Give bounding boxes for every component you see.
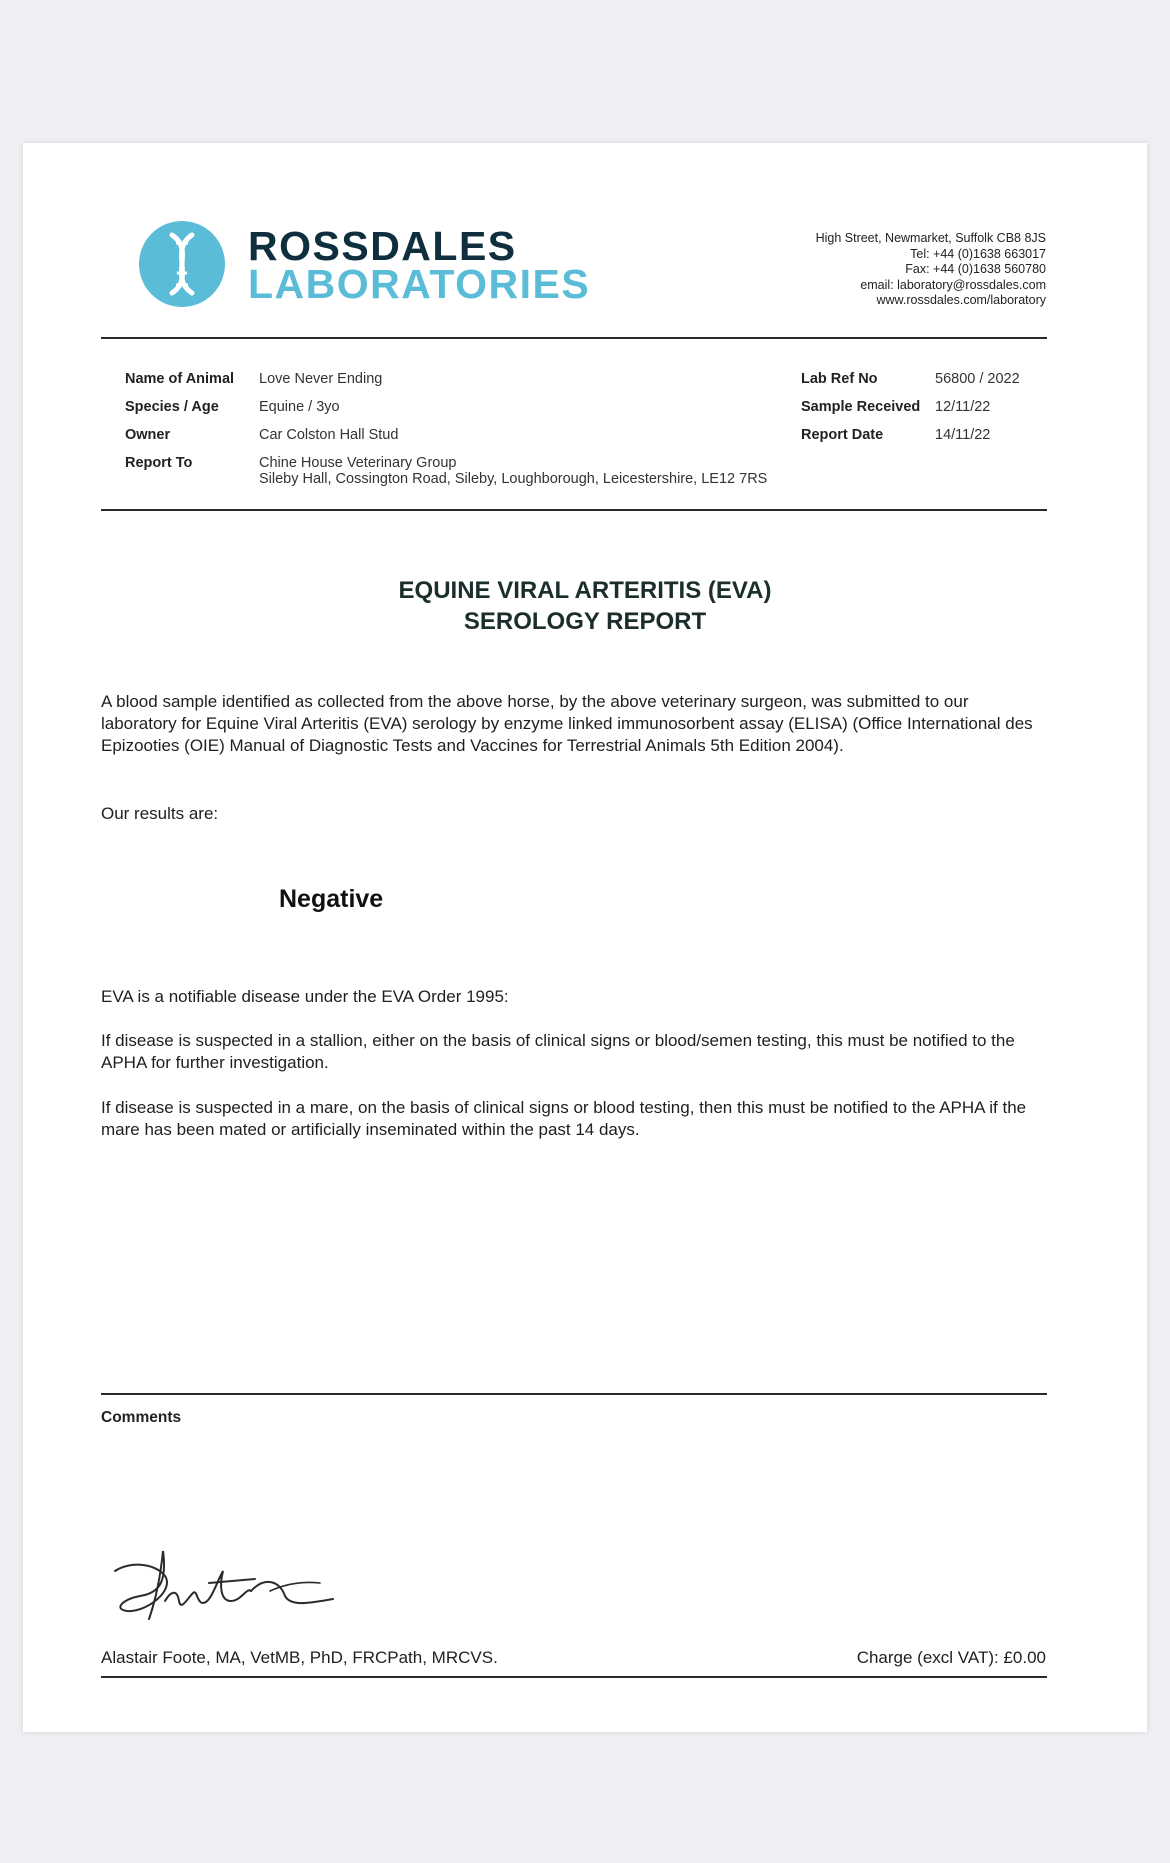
address-tel: Tel: +44 (0)1638 663017 — [910, 246, 1046, 261]
report-to-line1: Chine House Veterinary Group — [259, 455, 457, 471]
lab-values — [935, 365, 1020, 449]
report-to-label: Report To — [125, 455, 193, 471]
report-date: 14/11/22 — [935, 427, 991, 443]
lab-ref-number: 56800 / 2022 — [935, 371, 1020, 387]
species-age: Equine / 3yo — [259, 399, 340, 415]
comments-divider — [101, 1393, 1047, 1395]
animal-values — [259, 365, 767, 487]
report-to-line2: Sileby Hall, Cossington Road, Sileby, Loughborough, Leicestershire, LE12 7RS — [259, 471, 768, 487]
sample-received-label: Sample Received — [801, 399, 921, 415]
lab-address — [816, 231, 1046, 309]
owner-label: Owner — [125, 427, 171, 443]
report-title-line2: SEROLOGY REPORT — [463, 608, 707, 635]
stallion-note: If disease is suspected in a stallion, either on the basis of clinical signs or blood/semen testing, this must be notified to the APHA for further investigation. — [101, 1031, 1015, 1072]
info-divider — [101, 509, 1047, 511]
lab-labels — [801, 365, 920, 449]
comments-label: Comments — [101, 1409, 182, 1426]
name-of-animal-label: Name of Animal — [125, 371, 235, 387]
logo-wordmark-line2: LABORATORIES — [248, 261, 591, 307]
report-intro: A blood sample identified as collected from the above horse, by the above veterinary surgeon, was submitted to our laboratory for Equine Viral Arteritis (EVA) serology by enzyme linked immunosorbent assay (ELISA) (Office International des Epizooties (OIE) Manual of Diagnostic Tests and Vaccines for Terrestrial Animals 5th Edition 2004). — [101, 692, 1033, 755]
mare-note: If disease is suspected in a mare, on the basis of clinical signs or blood testing, then this must be notified to the APHA if the mare has been mated or artificially inseminated within the past 14 days. — [101, 1098, 1027, 1139]
address-email: email: laboratory@rossdales.com — [860, 277, 1046, 292]
owner-name: Car Colston Hall Stud — [259, 427, 399, 443]
report-date-label: Report Date — [801, 427, 884, 443]
handwritten-signature — [105, 1541, 345, 1631]
address-fax: Fax: +44 (0)1638 560780 — [905, 262, 1046, 276]
test-result: Negative — [279, 885, 384, 913]
charge-amount: Charge (excl VAT): £0.00 — [856, 1648, 1046, 1667]
report-page — [23, 143, 1147, 1732]
results-intro: Our results are: — [101, 804, 219, 823]
species-age-label: Species / Age — [125, 399, 219, 415]
logo-wordmark-line1: ROSSDALES — [248, 223, 517, 269]
sample-received-date: 12/11/22 — [935, 399, 991, 415]
header-divider — [101, 337, 1047, 339]
signer-name: Alastair Foote, MA, VetMB, PhD, FRCPath, MRCVS. — [101, 1648, 498, 1667]
animal-name: Love Never Ending — [259, 371, 383, 387]
dna-helix-icon — [139, 221, 225, 307]
animal-labels — [125, 365, 234, 477]
footer-divider — [101, 1676, 1047, 1678]
lab-ref-label: Lab Ref No — [801, 371, 878, 387]
address-web: www.rossdales.com/laboratory — [876, 293, 1046, 307]
address-street: High Street, Newmarket, Suffolk CB8 8JS — [815, 231, 1046, 245]
report-title-line1: EQUINE VIRAL ARTERITIS (EVA) — [398, 577, 772, 604]
report-title — [23, 575, 1147, 637]
notifiable-statement: EVA is a notifiable disease under the EVA Order 1995: — [101, 987, 509, 1006]
